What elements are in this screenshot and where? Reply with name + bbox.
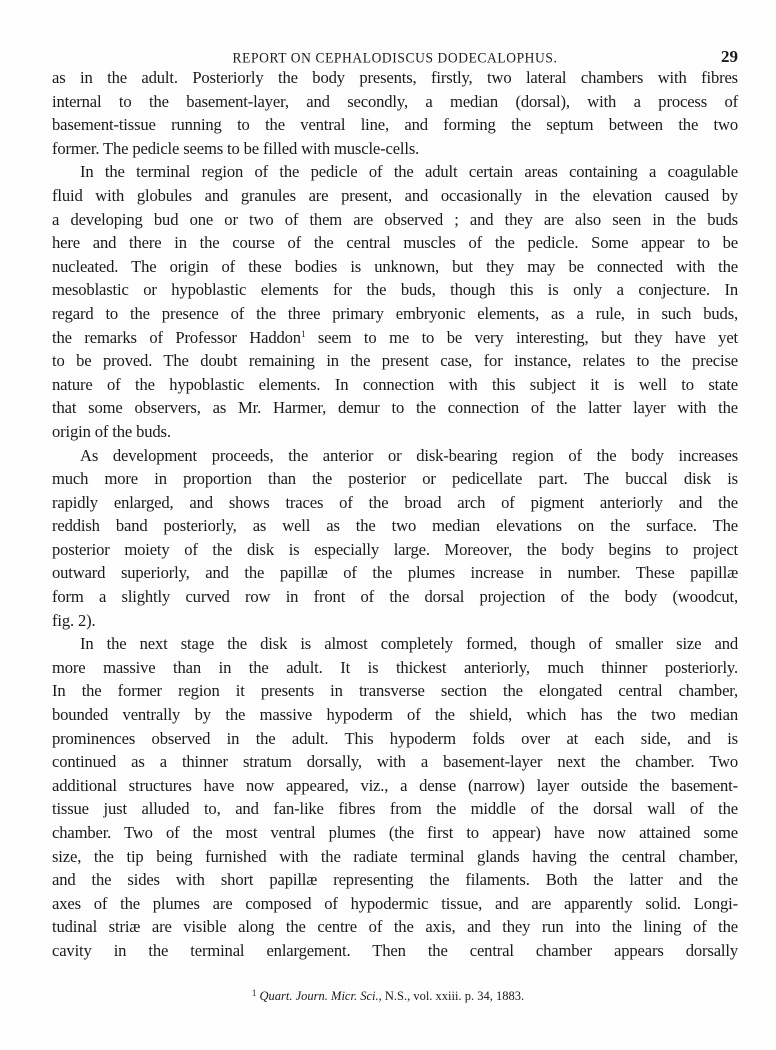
text-line: fig. 2). bbox=[52, 610, 96, 630]
text-line: a developing bud one or two of them are observed ; and they are also seen in the buds bbox=[52, 209, 738, 229]
text-line: prominences observed in the adult. This hypoderm folds over at each side, and is bbox=[52, 728, 738, 748]
text-line: tissue just alluded to, and fan-like fibres from the middle of the dorsal wall of the bbox=[52, 799, 738, 819]
footnote-journal: Quart. Journ. Micr. Sci. bbox=[259, 989, 379, 1003]
footnote-number: 1 bbox=[251, 988, 257, 998]
text-line: fluid with globules and granules are present, and occasionally in the elevation caused by bbox=[52, 185, 738, 205]
text-line: more massive than in the adult. It is thickest anteriorly, much thinner posteriorly. bbox=[52, 657, 738, 677]
text-line: In the terminal region of the pedicle of the adult certain areas containing a coagulable bbox=[80, 162, 738, 182]
text-line: the remarks of Professor Haddon$^1$ seem to me to be very interesting, but they have yet bbox=[52, 327, 739, 347]
text-line: and the sides with short papillæ representing the filaments. Both the latter and the bbox=[52, 870, 738, 890]
paragraph bbox=[52, 66, 738, 160]
paragraph bbox=[52, 632, 738, 962]
footnote-reference: 1 bbox=[300, 328, 306, 339]
text-line: mesoblastic or hypoblastic elements for the buds, though this is only a conjecture. In bbox=[52, 280, 738, 300]
text-line: origin of the buds. bbox=[52, 421, 171, 441]
text-line: size, the tip being furnished with the radiate terminal glands having the central chamber, bbox=[52, 846, 738, 866]
text-line: to be proved. The doubt remaining in the present case, for instance, relates to the precise bbox=[52, 351, 738, 371]
body-text bbox=[52, 66, 738, 963]
text-line: basement-tissue running to the ventral line, and forming the septum between the two bbox=[52, 115, 738, 135]
text-line: additional structures have now appeared, viz., a dense (narrow) layer outside the basement- bbox=[52, 775, 738, 795]
footnote-citation: , N.S., vol. xxiii. p. 34, 1883. bbox=[378, 989, 525, 1003]
text-line: former. The pedicle seems to be filled with muscle-cells. bbox=[52, 138, 420, 158]
paragraph bbox=[52, 444, 738, 633]
running-title: REPORT ON CEPHALODISCUS DODECALOPHUS. bbox=[232, 49, 558, 66]
page-number: 29 bbox=[721, 47, 738, 66]
text-line: much more in proportion than the posterior or pedicellate part. The buccal disk is bbox=[52, 469, 738, 489]
text-line: nature of the hypoblastic elements. In connection with this subject it is well to state bbox=[52, 374, 738, 394]
paragraph bbox=[52, 160, 738, 443]
text-line: As development proceeds, the anterior or disk-bearing region of the body increases bbox=[80, 445, 738, 465]
text-line: internal to the basement-layer, and secondly, a median (dorsal), with a process of bbox=[52, 91, 738, 111]
text-line: tudinal striæ are visible along the centre of the axis, and they run into the lining of the bbox=[52, 917, 738, 937]
text-line: In the former region it presents in transverse section the elongated central chamber, bbox=[52, 681, 738, 701]
text-line: continued as a thinner stratum dorsally, with a basement-layer next the chamber. Two bbox=[52, 752, 738, 772]
text-line: reddish band posteriorly, as well as the two median elevations on the surface. The bbox=[52, 516, 738, 536]
text-line: outward superiorly, and the papillæ of the plumes increase in number. These papillæ bbox=[52, 563, 738, 583]
text-line: here and there in the course of the central muscles of the pedicle. Some appear to be bbox=[52, 233, 738, 253]
text-line: rapidly enlarged, and shows traces of the broad arch of pigment anteriorly and the bbox=[52, 492, 738, 512]
text-line: posterior moiety of the disk is especially large. Moreover, the body begins to project bbox=[52, 539, 738, 559]
text-line: bounded ventrally by the massive hypoderm of the shield, which has the two median bbox=[52, 705, 738, 725]
text-line: that some observers, as Mr. Harmer, demur to the connection of the latter layer with the bbox=[52, 398, 738, 418]
text-line: regard to the presence of the three primary embryonic elements, as a rule, in such buds, bbox=[52, 303, 738, 323]
text-line: form a slightly curved row in front of the dorsal projection of the body (woodcut, bbox=[52, 587, 738, 607]
text-line: axes of the plumes are composed of hypodermic tissue, and are apparently solid. Longi- bbox=[52, 893, 738, 913]
footnote bbox=[0, 988, 776, 1004]
text-line: nucleated. The origin of these bodies is unknown, but they may be connected with the bbox=[52, 256, 738, 276]
text-line: as in the adult. Posteriorly the body presents, firstly, two lateral chambers with fibres bbox=[52, 68, 738, 87]
text-line: chamber. Two of the most ventral plumes (the first to appear) have now attained some bbox=[52, 823, 738, 842]
text-line: In the next stage the disk is almost completely formed, though of smaller size and bbox=[80, 634, 738, 654]
text-line: cavity in the terminal enlargement. Then the central chamber appears dorsally bbox=[52, 940, 738, 960]
